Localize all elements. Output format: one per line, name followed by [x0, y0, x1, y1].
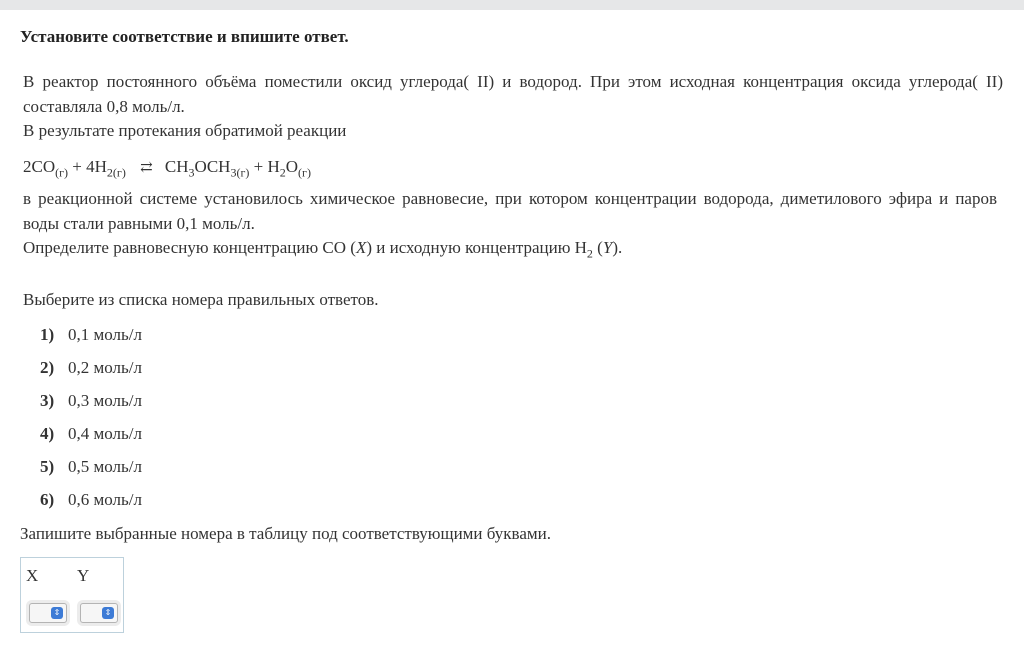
option-item: 1) 0,1 моль/л — [40, 325, 142, 344]
write-prompt: Запишите выбранные номера в таблицу под соответствующими буквами. — [20, 524, 551, 543]
option-item: 6) 0,6 моль/л — [40, 490, 142, 509]
answer-options-list — [40, 325, 142, 523]
option-item: 2) 0,2 моль/л — [40, 358, 142, 377]
option-item: 3) 0,3 моль/л — [40, 391, 142, 410]
task-title: Установите соответствие и впишите ответ. — [20, 27, 349, 46]
answer-select-x[interactable] — [29, 603, 67, 623]
column-header-y: Y — [77, 566, 90, 585]
problem-question: Определите равновесную концентрацию CO (X) и исходную концентрацию $H_2$ (Y). — [23, 238, 623, 261]
answer-select-y[interactable] — [80, 603, 118, 623]
problem-paragraph-2: В результате протекания обратимой реакции — [23, 121, 347, 140]
answer-table — [20, 557, 124, 633]
option-item: 5) 0,5 моль/л — [40, 457, 142, 476]
updown-chevron-icon: ⇕ — [102, 607, 114, 619]
equilibrium-arrow-icon: ⇄ — [140, 160, 153, 176]
problem-paragraph-3: в реакционной системе установилось химическое равновесие, при котором концентрации водорода, диметилового эфира и паров воды стали равными 0,1 моль/л. — [23, 189, 997, 233]
choose-prompt: Выберите из списка номера правильных ответов. — [23, 290, 379, 309]
top-bar — [0, 0, 1024, 10]
column-header-x: X — [26, 566, 39, 585]
reaction-equation: $2CO_{(г)} + 4H_{2(г)}$ ⇄ $CH_3OCH_{3(г)} + H_2O_{(г)}$ — [23, 157, 311, 180]
option-item: 4) 0,4 моль/л — [40, 424, 142, 443]
problem-paragraph-1: В реактор постоянного объёма поместили оксид углерода( II) и водород. При этом исходная концентрация оксида углерода( II) составляла 0,8 моль/л. — [23, 72, 1003, 116]
updown-chevron-icon: ⇕ — [51, 607, 63, 619]
